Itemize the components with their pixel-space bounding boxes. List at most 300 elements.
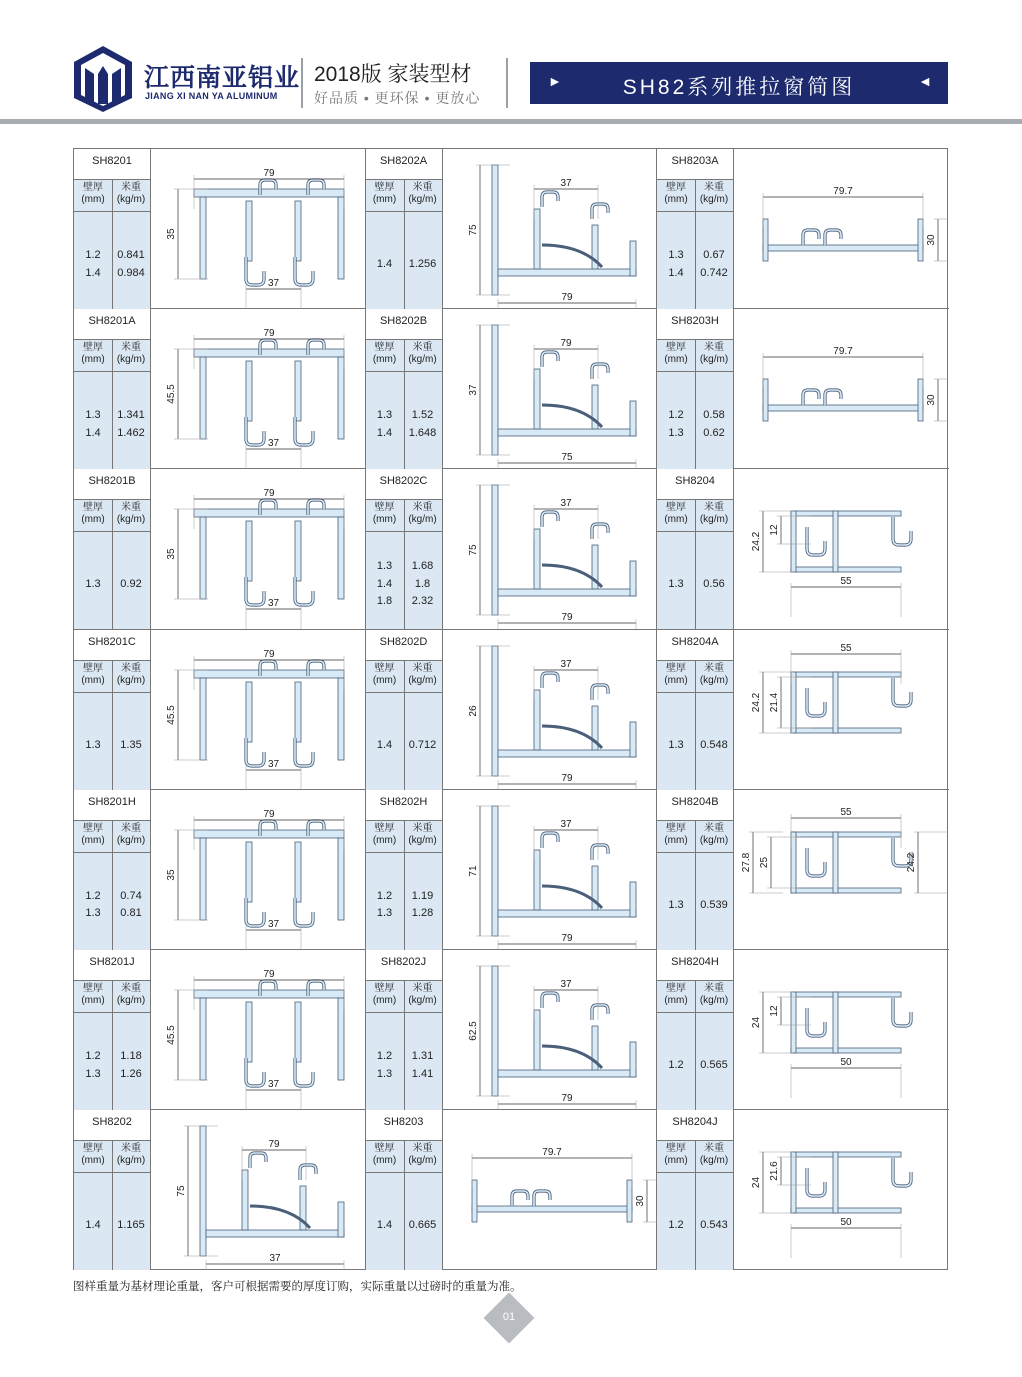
weight-header xyxy=(404,499,442,531)
thickness-header xyxy=(74,820,112,852)
weight-header xyxy=(404,179,442,211)
dim-height: 24 xyxy=(751,1177,762,1189)
dim-width: 55 xyxy=(840,642,852,654)
thickness-value: 1.2 xyxy=(85,249,101,261)
thickness-header xyxy=(657,980,695,1012)
profile-drawing xyxy=(150,630,365,790)
thickness-value: 1.3 xyxy=(85,907,101,920)
profile-code: SH8201A xyxy=(88,315,136,328)
thickness-label: 壁厚 xyxy=(83,1143,103,1155)
thickness-value: 1.4 xyxy=(376,258,393,270)
dim-track: 37 xyxy=(559,979,572,990)
header-divider xyxy=(506,58,508,108)
dim-width: 79 xyxy=(263,969,275,980)
profile-code: SH8202J xyxy=(380,956,427,968)
weight-label: 米重 xyxy=(412,983,433,994)
weight-unit: (kg/m) xyxy=(408,514,437,526)
page-title-bar xyxy=(530,62,948,104)
profile-code: SH8201C xyxy=(88,635,136,648)
dim-width: 50 xyxy=(840,1057,852,1068)
profile-drawing xyxy=(733,790,948,950)
weight-value: 0.539 xyxy=(700,898,728,911)
weight-label: 米重 xyxy=(412,822,433,834)
weight-unit: (kg/m) xyxy=(116,1155,146,1167)
thickness-unit: (mm) xyxy=(372,834,397,846)
thickness-label: 壁厚 xyxy=(83,662,103,674)
profile-cell xyxy=(657,469,949,629)
thickness-unit: (mm) xyxy=(372,354,397,366)
profile-drawing xyxy=(150,790,365,950)
dim-width: 79 xyxy=(263,168,275,179)
thickness-header xyxy=(657,820,695,852)
spec-table xyxy=(366,179,442,309)
weight-value: 1.256 xyxy=(408,258,437,270)
thickness-unit: (mm) xyxy=(372,514,397,526)
thickness-value: 1.3 xyxy=(376,1067,393,1080)
weight-label: 米重 xyxy=(704,662,724,674)
weight-unit: (kg/m) xyxy=(116,514,146,526)
thickness-value: 1.3 xyxy=(668,738,684,751)
dim-width: 79 xyxy=(560,612,573,624)
thickness-value: 1.2 xyxy=(668,1059,684,1071)
thickness-value: 1.3 xyxy=(376,409,393,422)
dim-width: 79.7 xyxy=(541,1147,562,1159)
weight-value: 0.984 xyxy=(117,266,145,279)
profile-section xyxy=(150,950,365,1110)
thickness-value: 1.2 xyxy=(85,1050,101,1062)
weight-value: 0.67 xyxy=(703,249,725,261)
profile-code: SH8204 xyxy=(675,475,715,488)
dim-width: 79 xyxy=(263,648,275,660)
thickness-unit: (mm) xyxy=(372,674,397,686)
dim-track: 79 xyxy=(559,338,572,350)
profile-section xyxy=(150,1110,365,1270)
thickness-label: 壁厚 xyxy=(83,342,103,354)
thickness-value: 1.3 xyxy=(85,578,101,591)
profile-code: SH8202B xyxy=(379,315,428,328)
thickness-header xyxy=(657,660,695,692)
footnote: 图样重量为基材理论重量，客户可根据需要的厚度订购，实际重量以过磅时的重量为准。 xyxy=(73,1281,522,1293)
thickness-value: 1.4 xyxy=(85,266,101,279)
arrow-right-icon: ► xyxy=(548,73,562,89)
brand-name-en: JIANG XI NAN YA ALUMINUM xyxy=(145,91,278,101)
profile-drawing xyxy=(442,1110,657,1270)
profile-drawing xyxy=(150,950,365,1110)
thickness-value: 1.3 xyxy=(376,907,393,920)
thickness-label: 壁厚 xyxy=(666,342,686,354)
thickness-unit: (mm) xyxy=(81,834,105,846)
profile-drawing xyxy=(733,469,948,629)
weight-header xyxy=(695,980,733,1012)
thickness-unit: (mm) xyxy=(372,1155,397,1167)
weight-label: 米重 xyxy=(412,662,433,674)
profile-code: SH8203A xyxy=(671,155,719,167)
thickness-label: 壁厚 xyxy=(374,1143,395,1155)
thickness-label: 壁厚 xyxy=(83,502,103,514)
thickness-value: 1.4 xyxy=(376,426,393,439)
profile-cell xyxy=(74,149,366,309)
weight-value: 0.712 xyxy=(408,738,437,751)
profile-drawing xyxy=(442,790,657,950)
weight-label: 米重 xyxy=(121,182,141,193)
weight-value: 1.648 xyxy=(408,426,437,439)
weight-value: 0.62 xyxy=(703,426,725,439)
thickness-value: 1.2 xyxy=(376,889,393,902)
profile-section xyxy=(442,790,657,950)
dim-width: 79 xyxy=(263,808,275,820)
thickness-value: 1.3 xyxy=(668,578,684,591)
weight-unit: (kg/m) xyxy=(408,674,437,686)
catalog-edition: 2018版 家装型材 xyxy=(314,63,472,86)
thickness-header xyxy=(74,980,112,1012)
thickness-value: 1.4 xyxy=(85,426,101,439)
dim-height: 45.5 xyxy=(166,704,177,725)
weight-header xyxy=(112,179,150,211)
weight-label: 米重 xyxy=(412,502,433,514)
thickness-value: 1.4 xyxy=(376,1219,393,1232)
weight-label: 米重 xyxy=(121,502,141,514)
profile-section xyxy=(442,469,657,629)
weight-label: 米重 xyxy=(412,342,433,354)
dim-track: 37 xyxy=(267,438,280,450)
thickness-header xyxy=(657,179,695,211)
spec-table xyxy=(74,179,150,309)
weight-unit: (kg/m) xyxy=(699,514,729,526)
thickness-label: 壁厚 xyxy=(666,502,686,514)
dim-width: 79 xyxy=(263,328,275,340)
weight-label: 米重 xyxy=(121,822,141,834)
weight-value: 0.58 xyxy=(703,409,725,422)
profile-code: SH8204J xyxy=(672,1116,718,1129)
profile-section xyxy=(150,630,365,790)
weight-value: 1.41 xyxy=(411,1067,434,1080)
profile-code: SH8204A xyxy=(671,635,719,648)
dim-height: 27.8 xyxy=(741,852,752,873)
profile-cell xyxy=(74,469,366,629)
weight-header xyxy=(112,1140,150,1172)
page-number: 01 xyxy=(502,1311,516,1323)
weight-label: 米重 xyxy=(121,662,141,674)
weight-header xyxy=(695,499,733,531)
weight-value: 1.18 xyxy=(120,1050,142,1062)
profile-section xyxy=(733,630,948,790)
profile-cell xyxy=(74,1110,366,1270)
thickness-label: 壁厚 xyxy=(666,822,686,834)
slogan: 好品质 • 更环保 • 更放心 xyxy=(314,90,481,106)
dim-track: 37 xyxy=(559,658,572,670)
thickness-value: 1.3 xyxy=(376,560,393,573)
dim-height: 71 xyxy=(467,865,479,877)
weight-header xyxy=(112,980,150,1012)
header-divider xyxy=(301,58,303,108)
thickness-label: 壁厚 xyxy=(374,662,395,674)
weight-label: 米重 xyxy=(121,983,141,994)
weight-unit: (kg/m) xyxy=(699,354,729,366)
weight-value: 1.28 xyxy=(411,907,434,920)
profile-cell xyxy=(657,149,949,309)
profile-drawing xyxy=(442,149,657,309)
thickness-value: 1.3 xyxy=(85,738,101,751)
arrow-left-icon: ◄ xyxy=(918,73,932,89)
dim-height: 35 xyxy=(166,228,177,240)
profile-drawing xyxy=(733,309,948,469)
profile-cell xyxy=(657,950,949,1110)
weight-unit: (kg/m) xyxy=(408,995,437,1006)
weight-value: 1.8 xyxy=(414,577,431,590)
weight-unit: (kg/m) xyxy=(116,995,146,1006)
thickness-value: 1.4 xyxy=(376,577,393,590)
profile-code: SH8201B xyxy=(88,475,136,488)
profile-drawing xyxy=(150,149,365,309)
weight-header xyxy=(404,820,442,852)
dim-height: 45.5 xyxy=(166,1025,177,1045)
thickness-header xyxy=(366,1140,404,1172)
weight-value: 0.81 xyxy=(120,907,142,920)
weight-value: 0.92 xyxy=(120,578,142,591)
thickness-label: 壁厚 xyxy=(374,342,395,354)
spec-table xyxy=(657,179,733,309)
profile-section xyxy=(442,1110,657,1270)
profile-section xyxy=(733,790,948,950)
weight-value: 0.56 xyxy=(703,578,725,591)
thickness-value: 1.3 xyxy=(668,898,684,911)
profile-code: SH8203H xyxy=(671,315,719,328)
weight-label: 米重 xyxy=(704,502,724,514)
weight-value: 1.68 xyxy=(411,560,434,573)
profile-code: SH8201 xyxy=(92,155,132,167)
weight-unit: (kg/m) xyxy=(408,194,437,205)
thickness-header xyxy=(366,820,404,852)
profile-drawing xyxy=(150,469,365,629)
profile-section xyxy=(733,950,948,1110)
profile-section xyxy=(733,469,948,629)
profile-code: SH8202A xyxy=(379,155,428,167)
thickness-unit: (mm) xyxy=(664,674,688,686)
weight-header xyxy=(112,820,150,852)
profile-section xyxy=(150,149,365,309)
thickness-header xyxy=(657,1140,695,1172)
weight-value: 0.74 xyxy=(120,889,142,902)
profile-section xyxy=(442,630,657,790)
weight-unit: (kg/m) xyxy=(699,834,729,846)
profile-cell xyxy=(657,790,949,950)
profile-cell xyxy=(74,309,366,469)
profile-cell xyxy=(366,149,658,309)
dim-width: 55 xyxy=(840,806,852,818)
weight-header xyxy=(695,1140,733,1172)
profile-section xyxy=(733,309,948,469)
weight-value: 1.52 xyxy=(411,409,434,422)
spec-table xyxy=(366,660,442,790)
dim-height-2: 24.2 xyxy=(906,852,917,873)
dim-inner: 21.4 xyxy=(769,692,780,712)
dim-width: 37 xyxy=(269,1253,281,1265)
brand-logo xyxy=(72,44,134,114)
profile-section xyxy=(442,309,657,469)
weight-unit: (kg/m) xyxy=(116,674,146,686)
thickness-unit: (mm) xyxy=(81,995,105,1006)
dim-track: 37 xyxy=(559,498,572,510)
thickness-label: 壁厚 xyxy=(83,983,103,994)
dim-width: 79.7 xyxy=(833,186,853,197)
weight-header xyxy=(695,660,733,692)
profile-drawing xyxy=(442,630,657,790)
thickness-unit: (mm) xyxy=(664,1155,688,1167)
weight-header xyxy=(404,1140,442,1172)
profile-section xyxy=(150,790,365,950)
thickness-label: 壁厚 xyxy=(374,502,395,514)
thickness-label: 壁厚 xyxy=(83,822,103,834)
weight-value: 2.32 xyxy=(411,595,434,608)
profile-drawing xyxy=(733,950,948,1110)
weight-unit: (kg/m) xyxy=(408,354,437,366)
dim-width: 79 xyxy=(560,772,573,784)
weight-unit: (kg/m) xyxy=(699,674,729,686)
thickness-value: 1.8 xyxy=(376,595,393,608)
thickness-value: 1.2 xyxy=(376,1050,393,1062)
weight-value: 1.462 xyxy=(117,426,145,439)
spec-table xyxy=(657,660,733,790)
dim-height: 24 xyxy=(751,1016,762,1029)
weight-value: 0.565 xyxy=(700,1059,728,1071)
thickness-unit: (mm) xyxy=(81,194,105,205)
dim-track: 37 xyxy=(267,598,280,610)
weight-header xyxy=(404,980,442,1012)
dim-height: 45.5 xyxy=(166,384,177,404)
thickness-value: 1.2 xyxy=(85,889,101,902)
dim-height: 35 xyxy=(166,548,177,560)
header-rule xyxy=(0,119,1022,124)
profile-cell xyxy=(366,950,658,1110)
profile-code: SH8202H xyxy=(379,795,428,808)
profile-drawing xyxy=(442,469,657,629)
thickness-label: 壁厚 xyxy=(374,182,395,193)
spec-table xyxy=(657,980,733,1110)
weight-header xyxy=(695,179,733,211)
dim-width: 79 xyxy=(560,1093,573,1104)
dim-width: 75 xyxy=(560,452,573,464)
weight-value: 1.26 xyxy=(120,1067,142,1080)
thickness-label: 壁厚 xyxy=(374,983,395,994)
dim-width: 79 xyxy=(560,292,573,303)
dim-inner: 25 xyxy=(759,856,770,868)
thickness-header xyxy=(657,339,695,371)
weight-unit: (kg/m) xyxy=(699,1155,729,1167)
weight-unit: (kg/m) xyxy=(408,834,437,846)
weight-label: 米重 xyxy=(121,1143,141,1155)
dim-track: 37 xyxy=(559,178,572,189)
spec-table xyxy=(366,499,442,629)
weight-header xyxy=(404,339,442,371)
weight-header xyxy=(404,660,442,692)
brand-name-cn: 江西南亚铝业 xyxy=(144,64,301,92)
spec-table xyxy=(657,339,733,469)
page-header xyxy=(0,0,1022,125)
thickness-value: 1.2 xyxy=(668,409,684,422)
profile-section xyxy=(442,950,657,1110)
profile-drawing xyxy=(733,1110,948,1270)
thickness-value: 1.4 xyxy=(85,1219,101,1232)
dim-height: 26 xyxy=(467,705,479,717)
dim-inner: 21.6 xyxy=(769,1161,780,1181)
thickness-label: 壁厚 xyxy=(666,182,686,193)
thickness-header xyxy=(74,499,112,531)
weight-header xyxy=(112,339,150,371)
profile-cell xyxy=(657,309,949,469)
weight-label: 米重 xyxy=(412,1143,433,1155)
profile-code: SH8201H xyxy=(88,795,136,808)
spec-table xyxy=(74,1140,150,1270)
weight-value: 0.665 xyxy=(408,1219,437,1232)
dim-track: 37 xyxy=(559,818,572,830)
weight-value: 1.19 xyxy=(411,889,434,902)
spec-table xyxy=(74,820,150,950)
thickness-label: 壁厚 xyxy=(666,983,686,994)
profile-code: SH8202D xyxy=(379,635,428,648)
thickness-value: 1.3 xyxy=(668,426,684,439)
dim-width: 55 xyxy=(840,576,852,588)
thickness-value: 1.2 xyxy=(668,1219,684,1232)
thickness-header xyxy=(366,980,404,1012)
dim-track: 79 xyxy=(268,1139,280,1151)
profile-drawing xyxy=(442,309,657,469)
profile-cell xyxy=(657,630,949,790)
thickness-header xyxy=(366,339,404,371)
profile-cell xyxy=(366,630,658,790)
thickness-header xyxy=(74,179,112,211)
dim-height: 75 xyxy=(467,544,479,556)
weight-unit: (kg/m) xyxy=(116,194,146,205)
dim-width: 79 xyxy=(263,488,275,500)
thickness-label: 壁厚 xyxy=(666,1143,686,1155)
profile-cell xyxy=(74,790,366,950)
weight-value: 1.35 xyxy=(120,738,142,751)
thickness-header xyxy=(657,499,695,531)
weight-label: 米重 xyxy=(704,342,724,354)
thickness-unit: (mm) xyxy=(664,995,688,1006)
dim-track: 37 xyxy=(267,278,280,289)
spec-table xyxy=(74,660,150,790)
profile-code: SH8202 xyxy=(92,1116,132,1129)
thickness-unit: (mm) xyxy=(81,514,105,526)
thickness-unit: (mm) xyxy=(372,995,397,1006)
thickness-label: 壁厚 xyxy=(666,662,686,674)
thickness-value: 1.4 xyxy=(376,738,393,751)
profile-cell xyxy=(657,1110,949,1270)
profile-cell xyxy=(366,1110,658,1270)
thickness-unit: (mm) xyxy=(372,194,397,205)
profile-drawing xyxy=(150,1110,365,1270)
weight-header xyxy=(112,660,150,692)
weight-header xyxy=(695,820,733,852)
profile-code: SH8203 xyxy=(383,1116,424,1129)
thickness-unit: (mm) xyxy=(81,1155,105,1167)
profile-drawing xyxy=(733,149,948,309)
dim-height: 35 xyxy=(166,869,177,881)
thickness-value: 1.3 xyxy=(85,409,101,422)
thickness-label: 壁厚 xyxy=(83,182,103,193)
dim-height: 30 xyxy=(634,1195,646,1207)
thickness-header xyxy=(74,660,112,692)
thickness-value: 1.4 xyxy=(668,266,684,279)
spec-table xyxy=(74,499,150,629)
spec-table xyxy=(657,499,733,629)
weight-label: 米重 xyxy=(412,182,433,193)
profile-drawing xyxy=(442,950,657,1110)
dim-height: 30 xyxy=(926,234,937,246)
dim-track: 37 xyxy=(267,918,280,930)
weight-unit: (kg/m) xyxy=(116,354,146,366)
